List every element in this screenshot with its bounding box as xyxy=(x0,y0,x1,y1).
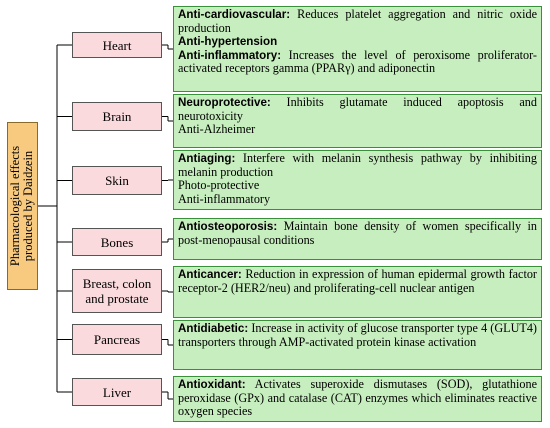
effect-line xyxy=(178,378,537,419)
effect-term: Neuroprotective: xyxy=(178,96,271,109)
effect-description: Increase in activity of glucose transporter type 4 (GLUT4) transporters through AMP-activated protein kinase activation xyxy=(178,321,537,349)
effect-line xyxy=(178,152,537,179)
organ-bones: Bones xyxy=(72,228,162,256)
effect-box-breast-colon-prostate xyxy=(173,266,542,318)
effect-line xyxy=(178,322,537,349)
effect-description: Increases the level of peroxisome proliferator-activated receptors gamma (PPARγ) and adiponectin xyxy=(178,47,537,76)
effect-description: Interfere with melanin synthesis pathway by inhibiting melanin production xyxy=(178,151,537,179)
effect-box-liver xyxy=(173,376,542,422)
organ-skin: Skin xyxy=(72,166,162,195)
effect-description: Reduces platelet aggregation and nitric oxide production xyxy=(178,7,537,35)
effect-term: Antioxidant: xyxy=(178,378,246,391)
root-node xyxy=(7,122,38,290)
effect-box-pancreas xyxy=(173,320,542,370)
effect-term: Anticancer: xyxy=(178,268,242,281)
effect-line xyxy=(178,96,537,123)
organ-heart: Heart xyxy=(72,32,162,58)
root-label-line: produced by Daidzein xyxy=(21,150,36,262)
effect-description: Inhibits glutamate induced apoptosis and neurotoxicity xyxy=(178,95,537,123)
organ-liver: Liver xyxy=(72,378,162,406)
root-label-line: Pharmacological effects xyxy=(8,145,23,267)
effect-term: Antiosteoporosis: xyxy=(178,220,278,233)
effect-term: Anti-inflammatory: xyxy=(178,48,282,62)
effect-line xyxy=(178,123,537,137)
effect-term: Antidiabetic: xyxy=(178,322,249,335)
effect-box-skin xyxy=(173,150,542,210)
effect-line xyxy=(178,35,537,49)
effect-line xyxy=(178,179,537,193)
organ-breast-colon-prostate: Breast, colon and prostate xyxy=(72,269,162,313)
effect-term: Anti-hypertension xyxy=(178,35,278,49)
effect-term: Anti-cardiovascular: xyxy=(178,8,291,21)
effect-term: Antiaging: xyxy=(178,152,236,165)
effect-line xyxy=(178,49,537,76)
effect-description: Maintain bone density of women specifically in post-menopausal conditions xyxy=(178,219,537,247)
organ-pancreas: Pancreas xyxy=(72,324,162,355)
effect-description: Reduction in expression of human epidermal growth factor receptor-2 (HER2/neu) and proliferating-cell nuclear antigen xyxy=(178,267,537,295)
organ-brain: Brain xyxy=(72,102,162,131)
effect-line xyxy=(178,8,537,35)
effect-description: Anti-inflammatory xyxy=(178,191,271,206)
root-label xyxy=(10,146,36,266)
effect-description: Photo-protective xyxy=(178,178,260,193)
effect-box-bones xyxy=(173,218,542,260)
effect-description: Anti-Alzheimer xyxy=(178,122,256,137)
effect-box-brain xyxy=(173,94,542,148)
effect-description: Activates superoxide dismutases (SOD), glutathione peroxidase (GPx) and catalase (CAT) enzymes which eliminates reactive oxygen species xyxy=(178,377,537,419)
effect-line xyxy=(178,193,537,207)
effect-line xyxy=(178,268,537,295)
effect-line xyxy=(178,220,537,247)
effect-box-heart xyxy=(173,6,542,92)
